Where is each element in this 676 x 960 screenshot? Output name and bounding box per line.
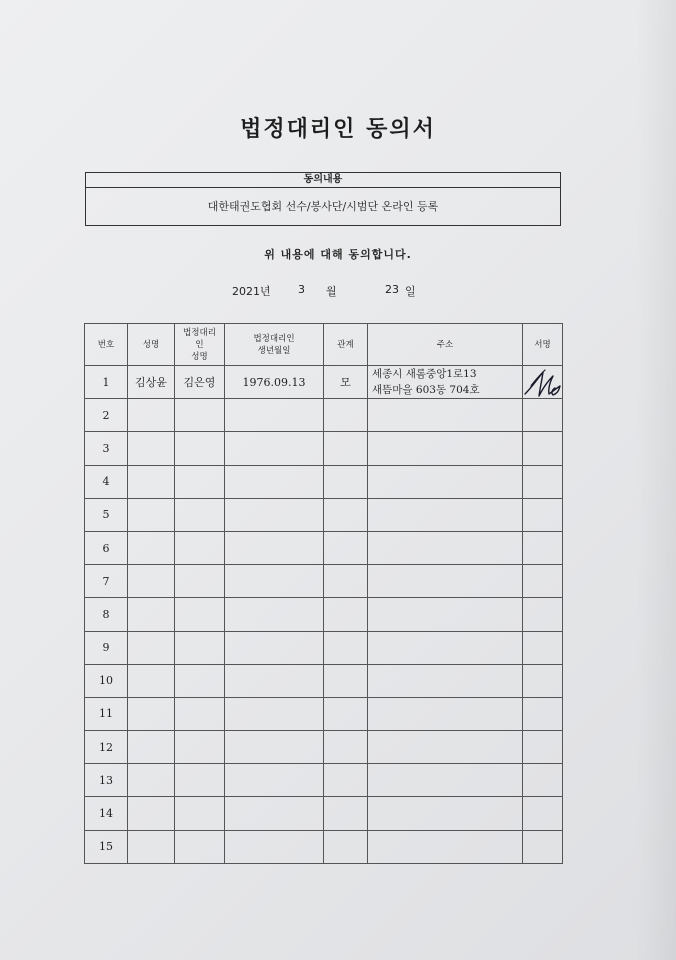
cell-guardian-birth [225,764,324,797]
document-title: 법정대리인 동의서 [240,116,436,142]
cell-guardian-name [175,498,225,531]
cell-signature [523,531,563,564]
cell-no: 8 [85,598,128,631]
header-no: 번호 [85,324,128,366]
cell-guardian-name [175,797,225,830]
cell-guardian-birth [225,565,324,598]
cell-guardian-birth [225,697,324,730]
handwritten-signature [523,366,563,399]
cell-relation [324,797,368,830]
cell-no: 11 [85,697,128,730]
table-row [85,664,563,697]
cell-address [368,498,523,531]
table-row [85,432,563,465]
cell-guardian-birth [225,797,324,830]
cell-guardian-name [175,731,225,764]
consent-table [84,323,563,864]
cell-guardian-name [175,531,225,564]
cell-guardian-name [175,465,225,498]
date-day-value: 23 [385,283,399,296]
date-month-unit: 월 [326,285,337,298]
cell-signature [523,797,563,830]
consent-header: 동의내용 [86,173,560,188]
cell-no: 12 [85,731,128,764]
cell-relation [324,432,368,465]
cell-address [368,565,523,598]
cell-guardian-birth [225,432,324,465]
cell-name [128,830,175,863]
date-line [0,283,676,299]
consent-box [85,172,561,226]
cell-signature [523,631,563,664]
address-line2: 새뜸마을 603동 704호 [372,384,480,397]
cell-no: 7 [85,565,128,598]
cell-name [128,399,175,432]
cell-no: 4 [85,465,128,498]
cell-signature [523,399,563,432]
cell-signature [523,598,563,631]
cell-signature [523,697,563,730]
header-address: 주소 [368,324,523,366]
cell-guardian-birth [225,399,324,432]
cell-relation [324,764,368,797]
table-row [85,731,563,764]
cell-relation: 모 [324,366,368,399]
header-guardian-name-line2: 인 [195,339,204,350]
cell-guardian-birth [225,498,324,531]
cell-signature [523,432,563,465]
cell-guardian-name [175,830,225,863]
header-guardian-name-line1: 법정대리 [183,327,216,338]
cell-signature [523,498,563,531]
cell-signature [523,664,563,697]
cell-relation [324,697,368,730]
cell-name [128,531,175,564]
header-relation: 관계 [324,324,368,366]
cell-no: 1 [85,366,128,399]
cell-relation [324,565,368,598]
cell-guardian-name [175,764,225,797]
cell-signature [523,830,563,863]
cell-name [128,598,175,631]
cell-address [368,697,523,730]
cell-guardian-birth [225,631,324,664]
header-guardian-birth-line2: 생년월일 [257,345,291,356]
cell-guardian-name [175,598,225,631]
cell-guardian-birth [225,531,324,564]
table-row [85,697,563,730]
cell-address [368,366,523,399]
cell-guardian-name: 김은영 [175,366,225,399]
cell-relation [324,830,368,863]
cell-address [368,598,523,631]
cell-address [368,830,523,863]
table-row [85,830,563,863]
table-row [85,531,563,564]
cell-signature [523,565,563,598]
cell-name [128,731,175,764]
date-month-value: 3 [298,283,305,296]
cell-address [368,797,523,830]
cell-no: 5 [85,498,128,531]
consent-content: 대한태권도협회 선수/봉사단/시범단 온라인 등록 [207,200,439,213]
cell-relation [324,631,368,664]
cell-guardian-name [175,664,225,697]
cell-name [128,565,175,598]
cell-address [368,764,523,797]
cell-guardian-name [175,697,225,730]
cell-no: 9 [85,631,128,664]
cell-guardian-birth [225,731,324,764]
cell-guardian-birth [225,664,324,697]
table-row [85,399,563,432]
header-guardian-birth-line1: 법정대리인 [253,333,295,344]
cell-no: 14 [85,797,128,830]
cell-guardian-birth [225,830,324,863]
cell-signature [523,731,563,764]
header-signature: 서명 [523,324,563,366]
cell-guardian-name [175,432,225,465]
address-line1: 세종시 새롬중앙1로13 [372,368,477,381]
cell-no: 10 [85,664,128,697]
cell-guardian-name [175,399,225,432]
cell-relation [324,399,368,432]
cell-signature [523,764,563,797]
date-day-unit: 일 [405,285,416,298]
header-guardian-name-line3: 성명 [191,351,208,362]
cell-relation [324,465,368,498]
cell-address [368,465,523,498]
cell-signature [523,465,563,498]
agreement-statement: 위 내용에 대해 동의합니다. [264,248,412,261]
cell-address [368,664,523,697]
cell-relation [324,498,368,531]
cell-name [128,631,175,664]
header-name: 성명 [128,324,175,366]
cell-guardian-name [175,631,225,664]
cell-name [128,797,175,830]
table-row [85,598,563,631]
header-guardian-birth [225,324,324,366]
table-row [85,797,563,830]
table-row [85,565,563,598]
paper-shadow [636,0,676,960]
table-header-row [85,324,563,366]
cell-guardian-birth [225,598,324,631]
cell-guardian-birth [225,465,324,498]
cell-name [128,697,175,730]
header-guardian-name [175,324,225,366]
cell-address [368,399,523,432]
cell-name: 김상윤 [128,366,175,399]
cell-name [128,498,175,531]
cell-no: 2 [85,399,128,432]
cell-address [368,731,523,764]
cell-address [368,531,523,564]
table-row [85,764,563,797]
cell-no: 6 [85,531,128,564]
table-row [85,465,563,498]
cell-guardian-name [175,565,225,598]
cell-relation [324,731,368,764]
cell-relation [324,664,368,697]
cell-no: 15 [85,830,128,863]
cell-name [128,664,175,697]
cell-guardian-birth: 1976.09.13 [225,366,324,399]
cell-name [128,432,175,465]
cell-relation [324,531,368,564]
table-row [85,631,563,664]
cell-name [128,465,175,498]
table-row [85,366,563,399]
date-year: 2021년 [232,285,271,298]
cell-signature [523,366,563,399]
cell-no: 13 [85,764,128,797]
cell-address [368,631,523,664]
table-row [85,498,563,531]
cell-name [128,764,175,797]
cell-relation [324,598,368,631]
cell-no: 3 [85,432,128,465]
cell-address [368,432,523,465]
